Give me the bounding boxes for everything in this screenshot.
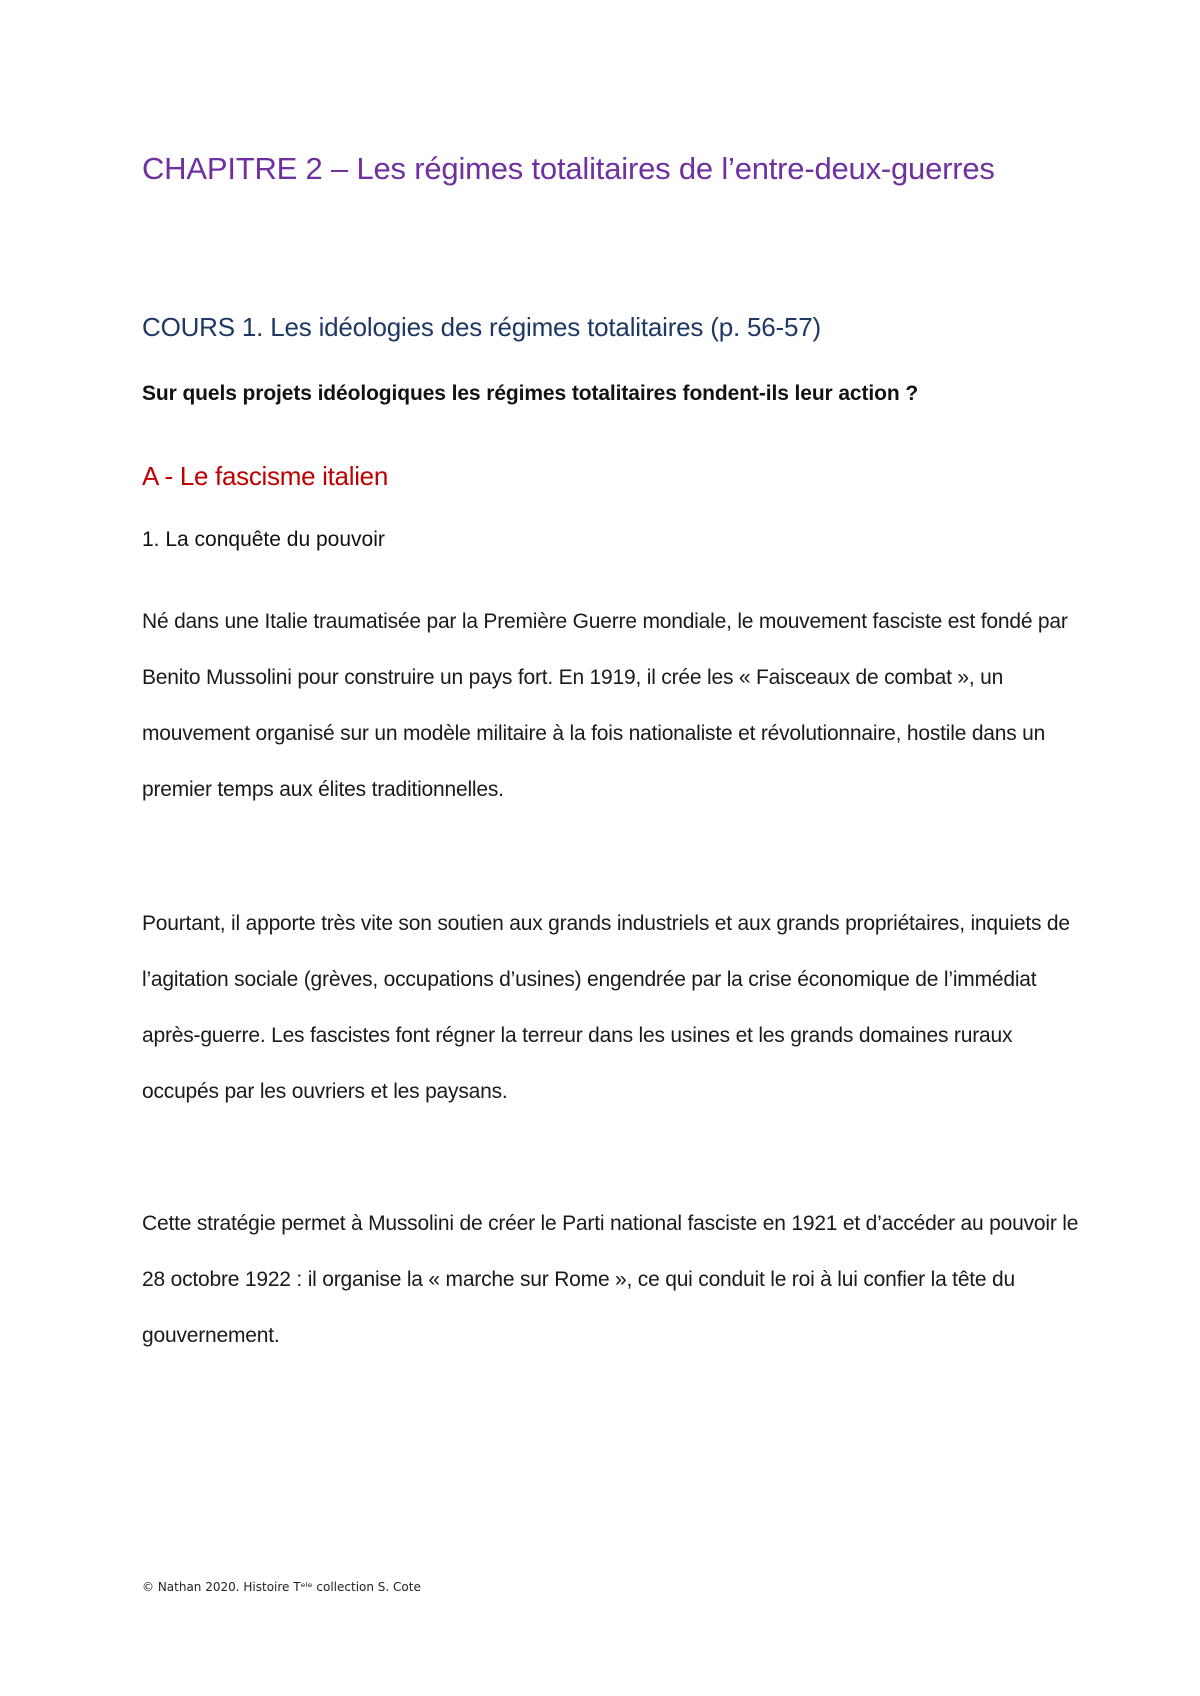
paragraph-1: Né dans une Italie traumatisée par la Première Guerre mondiale, le mouvement fasciste est fondé par Benito Mussolini pour construire un pays fort. En 1919, il crée les « Faisceaux de combat », un mouvement organisé sur un modèle militaire à la fois nationaliste et révolutionnaire, hostile dans un premier temps aux élites traditionnelles.	[142, 610, 1068, 801]
subsection-heading-1: 1. La conquête du pouvoir	[142, 528, 385, 551]
section-heading-a: A - Le fascisme italien	[142, 461, 388, 491]
problem-question: Sur quels projets idéologiques les régimes totalitaires fondent-ils leur action ?	[142, 382, 919, 405]
course-title: COURS 1. Les idéologies des régimes totalitaires (p. 56-57)	[142, 312, 821, 342]
paragraph-3: Cette stratégie permet à Mussolini de créer le Parti national fasciste en 1921 et d’accéder au pouvoir le 28 octobre 1922 : il organise la « marche sur Rome », ce qui conduit le roi à lui confier la tête du gouvernement.	[142, 1212, 1079, 1347]
copyright-footer: © Nathan 2020. Histoire Tᵉˡᵉ collection S. Cote	[142, 1580, 421, 1594]
chapter-title: CHAPITRE 2 – Les régimes totalitaires de l’entre-deux-guerres	[142, 151, 995, 186]
paragraph-2: Pourtant, il apporte très vite son soutien aux grands industriels et aux grands propriétaires, inquiets de l’agitation sociale (grèves, occupations d’usines) engendrée par la crise économique de l’immédiat après-guerre. Les fascistes font régner la terreur dans les usines et les grands domaines ruraux occupés par les ouvriers et les paysans.	[142, 912, 1070, 1103]
